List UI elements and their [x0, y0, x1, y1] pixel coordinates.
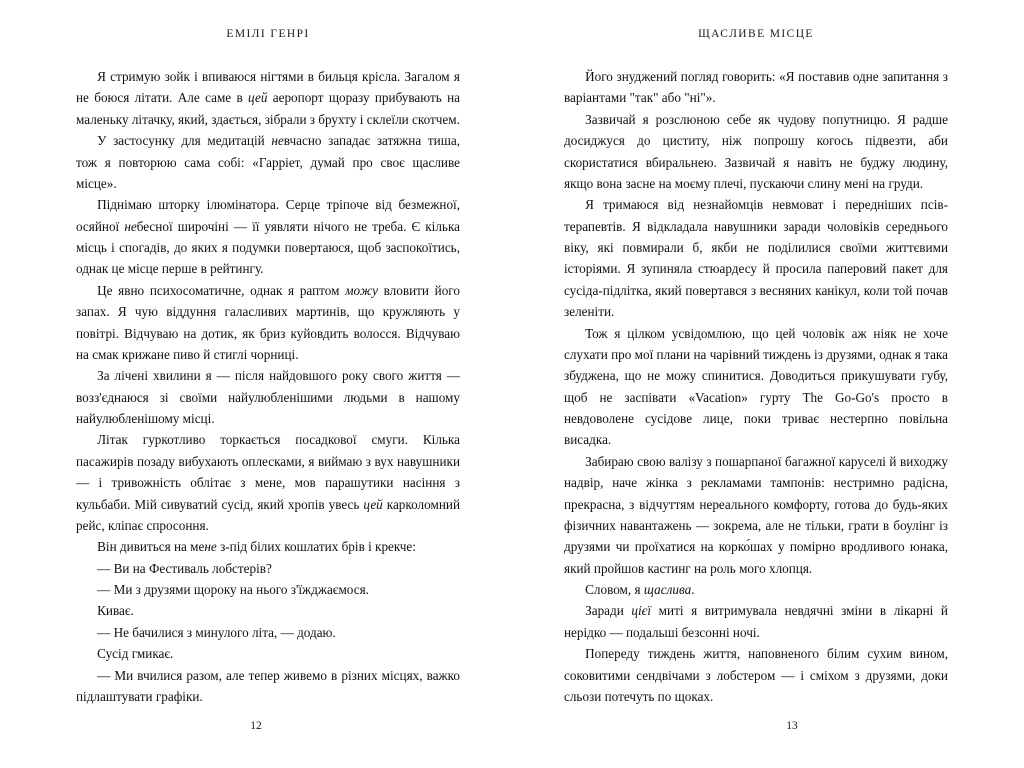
right-page-number: 13 — [786, 720, 798, 732]
paragraph: Тож я цілком усвідомлюю, що цей чоловік аж ніяк не хоче слухати про мої плани на чарівний тиждень із друзями, однак я така збуджена, що не можу спинитися. Доводиться прикушувати губу, щоб не заспівати «Vacation» гурту The Go-Go's просто в невдоволене сусідове лице, поки триває нестерпно повільна висадка. — [564, 325, 948, 448]
paragraph: За лічені хвилини я — після найдовшого року свого життя — возз'єднаюся зі своїми найулюбленішими людьми в нашому найулюбленішому місці. — [76, 368, 460, 426]
right-page — [512, 0, 1024, 768]
right-page-body — [564, 66, 948, 707]
paragraph: Його знуджений погляд говорить: «Я поставив одне запитання з варіантами "так" або "ні"». — [564, 69, 948, 106]
paragraph: У застосунку для медитацій невчасно западає затяжна тиша, тож я повторюю сама собі: «Гарріет, думай про своє щасливе місце». — [76, 133, 460, 191]
paragraph: Він дивиться на мене з-під білих кошлатих брів і крекче: — [97, 539, 416, 555]
paragraph: Попереду тиждень життя, наповненого білим сухим вином, соковитими сендвічами з лобстером — і сміхом з друзями, доки сльози потечуть по щоках. — [564, 646, 948, 704]
paragraph: Сусід гмикає. — [97, 646, 174, 662]
left-page-number: 12 — [250, 720, 262, 732]
paragraph: Я стримую зойк і впиваюся нігтями в бильця крісла. Загалом я не боюся літати. Але саме в цей аеропорт щоразу прибувають на маленьку літачку, який, здається, зібрали з брухту і склеїли скотчем. — [76, 69, 460, 127]
left-page-inner — [0, 28, 512, 768]
paragraph: Зазвичай я розслюною себе як чудову попутницю. Я радше досиджуся до циститу, ніж попрошу когось підвезти, аби скористатися вбиральнею. Зазвичай я навіть не буджу людину, якщо вона засне на моєму плечі, пускаючи слину мені на груди. — [564, 111, 948, 191]
paragraph: Заради цієї миті я витримувала невдячні зміни в лікарні й нерідко — подальші безсонні ночі. — [564, 603, 948, 640]
paragraph: Піднімаю шторку ілюмінатора. Серце тріпоче від безмежної, осяйної небесної широчіні — її уявляти нічого не треба. Є кілька місць і спогадів, до яких я подумки повертаюся, щоб заспокоїтись, однак це місце перше в рейтингу. — [76, 197, 461, 277]
left-running-head: ЕМІЛІ ГЕНРІ — [226, 28, 310, 40]
dialogue-line: — Ви на Фестиваль лобстерів? — [97, 560, 272, 576]
dialogue-line: — Ми з друзями щороку на нього з'їжджаємося. — [97, 582, 369, 597]
paragraph: Киває. — [97, 603, 134, 619]
right-page-inner — [512, 28, 1024, 768]
paragraph: Я тримаюся від незнайомців невмоват і передніших псів-терапевтів. Я відкладала навушники заради чоловіків середнього віку, які повмирали б, якби не поділилися своїми життєвими історіями. Я зупиняла стюардесу й просила паперовий пакет для сусіда-підлітка, який повертався з весняних канікул, коли той почав зеленіти. — [564, 197, 948, 320]
dialogue-line: — Не бачилися з минулого літа, — додаю. — [97, 624, 336, 640]
paragraph: Літак гуркотливо торкається посадкової смуги. Кілька пасажирів позаду вибухають оплесками, я виймаю з вух навушники — і тривожність облітає з мене, мов парашутики насіння з кульбаби. Мій сивуватий сусід, який хропів увесь цей карколомний рейс, кліпає спросоння. — [76, 432, 460, 533]
right-running-head: ЩАСЛИВЕ МІСЦЕ — [698, 28, 814, 40]
left-page-body — [76, 66, 460, 707]
dialogue-line: — Ми вчилися разом, але тепер живемо в різних місцях, важко підлаштувати графіки. — [76, 667, 460, 704]
paragraph: Це явно психосоматичне, однак я раптом можу вловити його запах. Я чую віддуння галасливих мартинів, що кружляють у повітрі. Відчуваю на дотик, як бриз куйовдить волосся. Відчуваю на смак крижане пиво й стиглі чорниці. — [76, 282, 460, 362]
paragraph: Словом, я щаслива. — [585, 582, 695, 597]
paragraph: Забираю свою валізу з пошарпаної багажної каруселі й виходжу надвір, наче жінка з рекламами тампонів: нестримно радісна, прекрасна, з відчуттям нереального комфорту, готова до будь-яких фізичних навантажень — зокрема, але не тільки, грати в боулінг із друзями чи проїхатися на корко́шах у помірно вродливого юнака, який пройшов кастинг на роль мого хлопця. — [564, 453, 948, 576]
